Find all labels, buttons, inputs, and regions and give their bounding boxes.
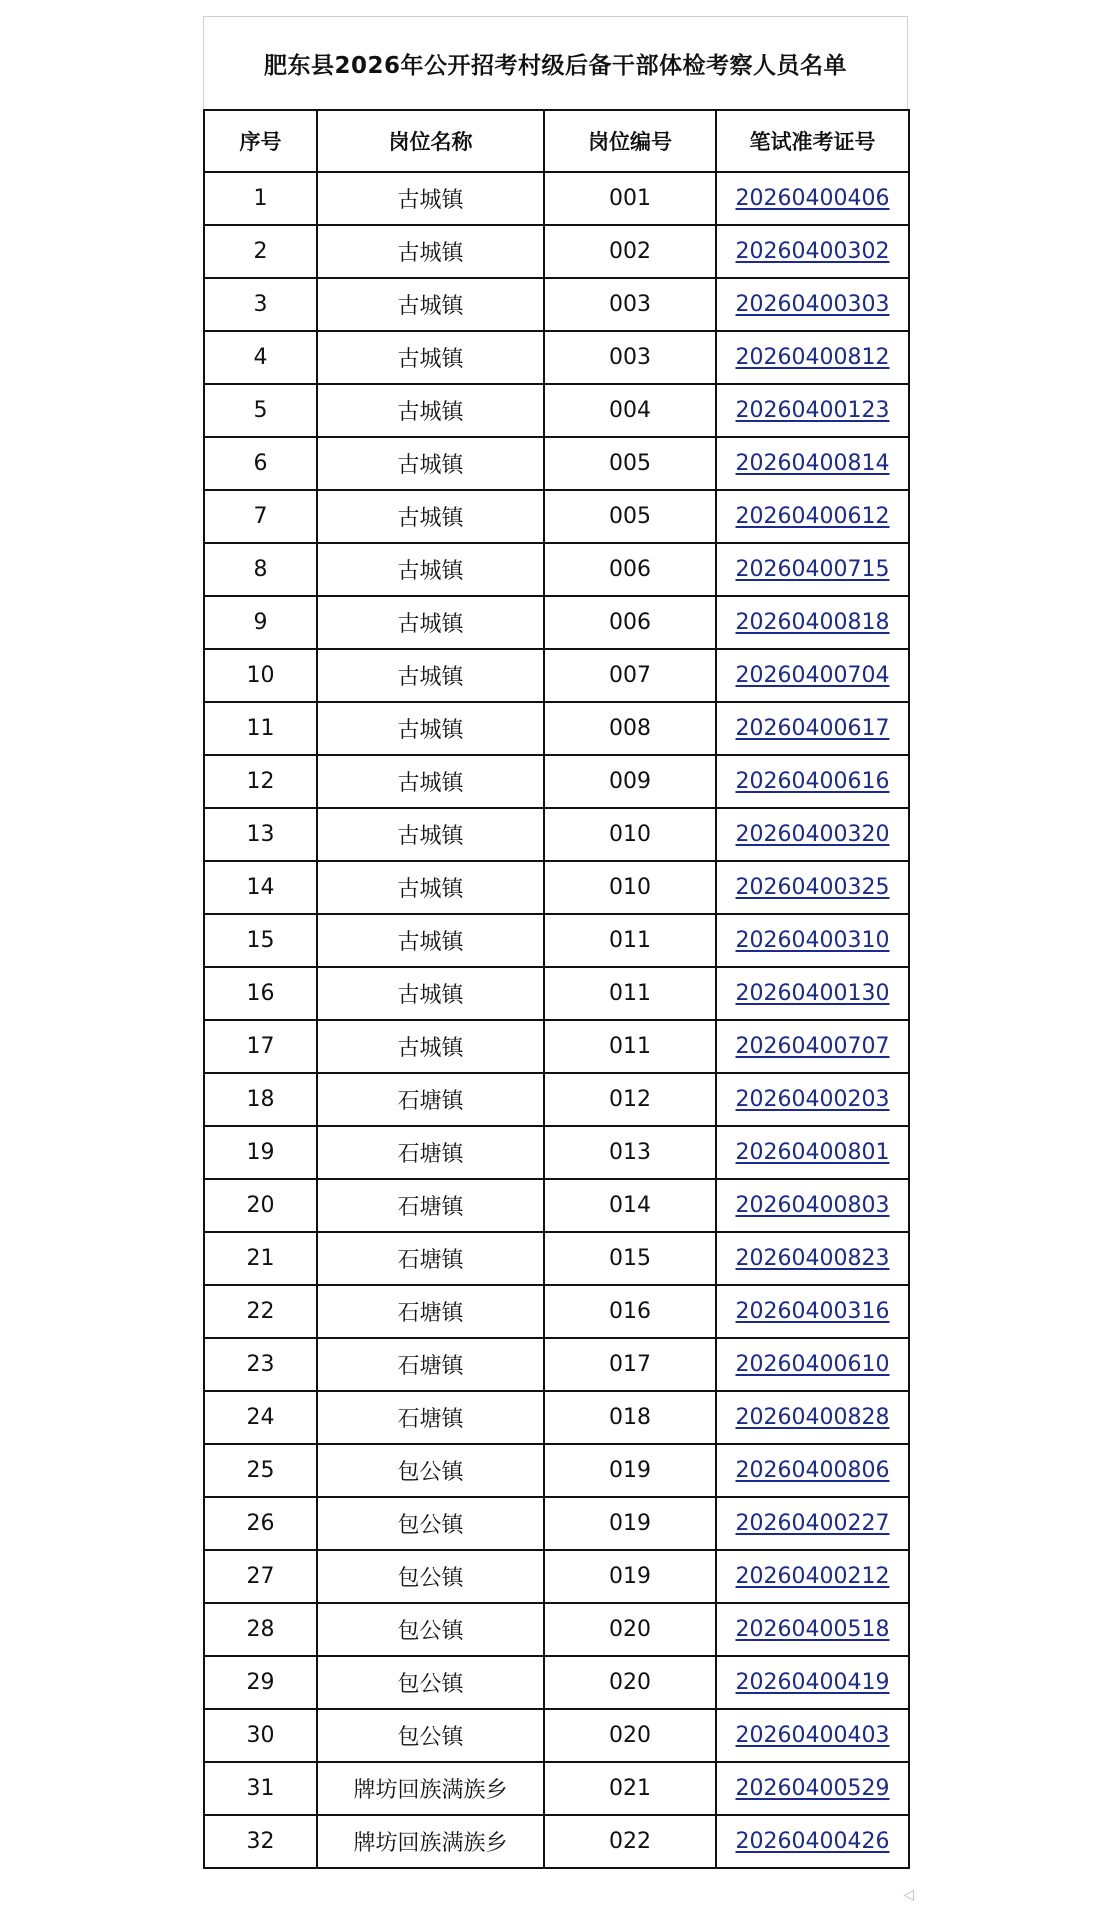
row-exam-ticket — [716, 543, 909, 596]
table-row — [204, 649, 909, 702]
row-post-name: 古城镇 — [317, 1020, 544, 1073]
row-post-name: 石塘镇 — [317, 1338, 544, 1391]
row-index: 23 — [204, 1338, 317, 1391]
table-row — [204, 384, 909, 437]
row-index: 2 — [204, 225, 317, 278]
table-row — [204, 914, 909, 967]
row-index: 7 — [204, 490, 317, 543]
row-exam-ticket — [716, 1550, 909, 1603]
exam-ticket-link[interactable]: 20260400828 — [735, 1405, 890, 1430]
candidate-table — [203, 109, 910, 1869]
exam-ticket-link[interactable]: 20260400812 — [735, 345, 890, 370]
row-index: 19 — [204, 1126, 317, 1179]
exam-ticket-link[interactable]: 20260400617 — [735, 716, 890, 741]
row-post-code: 013 — [544, 1126, 716, 1179]
row-post-code: 011 — [544, 1020, 716, 1073]
row-exam-ticket — [716, 1762, 909, 1815]
row-post-name: 古城镇 — [317, 331, 544, 384]
exam-ticket-link[interactable]: 20260400612 — [735, 504, 890, 529]
exam-ticket-link[interactable]: 20260400316 — [735, 1299, 890, 1324]
exam-ticket-link[interactable]: 20260400814 — [735, 451, 890, 476]
row-exam-ticket — [716, 1709, 909, 1762]
table-row — [204, 1020, 909, 1073]
table-row — [204, 596, 909, 649]
exam-ticket-link[interactable]: 20260400616 — [735, 769, 890, 794]
row-post-code: 019 — [544, 1444, 716, 1497]
row-index: 16 — [204, 967, 317, 1020]
exam-ticket-link[interactable]: 20260400130 — [735, 981, 890, 1006]
row-post-code: 009 — [544, 755, 716, 808]
row-index: 14 — [204, 861, 317, 914]
row-exam-ticket — [716, 172, 909, 225]
row-post-code: 010 — [544, 808, 716, 861]
row-exam-ticket — [716, 490, 909, 543]
row-index: 26 — [204, 1497, 317, 1550]
row-exam-ticket — [716, 702, 909, 755]
row-exam-ticket — [716, 1232, 909, 1285]
page-title: 肥东县2026年公开招考村级后备干部体检考察人员名单 — [263, 52, 847, 79]
row-post-code: 019 — [544, 1497, 716, 1550]
row-post-name: 石塘镇 — [317, 1126, 544, 1179]
table-row — [204, 172, 909, 225]
row-index: 29 — [204, 1656, 317, 1709]
row-post-code: 011 — [544, 914, 716, 967]
row-post-code: 022 — [544, 1815, 716, 1868]
table-row — [204, 702, 909, 755]
row-post-code: 006 — [544, 543, 716, 596]
row-post-code: 018 — [544, 1391, 716, 1444]
row-exam-ticket — [716, 437, 909, 490]
row-post-name: 古城镇 — [317, 543, 544, 596]
row-index: 13 — [204, 808, 317, 861]
row-exam-ticket — [716, 861, 909, 914]
header-index: 序号 — [204, 110, 317, 172]
exam-ticket-link[interactable]: 20260400227 — [735, 1511, 890, 1536]
row-post-name: 包公镇 — [317, 1603, 544, 1656]
row-exam-ticket — [716, 596, 909, 649]
exam-ticket-link[interactable]: 20260400715 — [735, 557, 890, 582]
row-index: 24 — [204, 1391, 317, 1444]
row-post-name: 石塘镇 — [317, 1073, 544, 1126]
row-post-code: 002 — [544, 225, 716, 278]
table-row — [204, 1391, 909, 1444]
row-index: 18 — [204, 1073, 317, 1126]
row-post-name: 包公镇 — [317, 1444, 544, 1497]
row-post-name: 牌坊回族满族乡 — [317, 1762, 544, 1815]
row-post-code: 020 — [544, 1709, 716, 1762]
row-index: 17 — [204, 1020, 317, 1073]
exam-ticket-link[interactable]: 20260400803 — [735, 1193, 890, 1218]
row-post-name: 包公镇 — [317, 1550, 544, 1603]
row-post-code: 020 — [544, 1603, 716, 1656]
row-exam-ticket — [716, 1815, 909, 1868]
row-index: 25 — [204, 1444, 317, 1497]
row-post-name: 石塘镇 — [317, 1391, 544, 1444]
exam-ticket-link[interactable]: 20260400310 — [735, 928, 890, 953]
exam-ticket-link[interactable]: 20260400704 — [735, 663, 890, 688]
exam-ticket-link[interactable]: 20260400325 — [735, 875, 890, 900]
table-row — [204, 967, 909, 1020]
row-exam-ticket — [716, 278, 909, 331]
row-post-name: 包公镇 — [317, 1497, 544, 1550]
table-row — [204, 1232, 909, 1285]
row-post-code: 014 — [544, 1179, 716, 1232]
row-exam-ticket — [716, 1126, 909, 1179]
row-post-name: 古城镇 — [317, 702, 544, 755]
row-index: 12 — [204, 755, 317, 808]
row-post-name: 石塘镇 — [317, 1179, 544, 1232]
row-exam-ticket — [716, 1444, 909, 1497]
row-post-name: 牌坊回族满族乡 — [317, 1815, 544, 1868]
exam-ticket-link[interactable]: 20260400406 — [735, 186, 890, 211]
corner-mark-icon: ◁ — [903, 1887, 914, 1903]
table-row — [204, 1073, 909, 1126]
table-body — [204, 172, 909, 1868]
table-row — [204, 1444, 909, 1497]
row-post-code: 005 — [544, 490, 716, 543]
row-post-name: 古城镇 — [317, 755, 544, 808]
row-index: 3 — [204, 278, 317, 331]
row-post-code: 001 — [544, 172, 716, 225]
table-row — [204, 1762, 909, 1815]
row-index: 5 — [204, 384, 317, 437]
row-post-name: 包公镇 — [317, 1709, 544, 1762]
row-post-code: 019 — [544, 1550, 716, 1603]
row-index: 1 — [204, 172, 317, 225]
title-box — [203, 16, 908, 109]
row-post-name: 古城镇 — [317, 967, 544, 1020]
exam-ticket-link[interactable]: 20260400303 — [735, 292, 890, 317]
row-index: 20 — [204, 1179, 317, 1232]
row-post-name: 古城镇 — [317, 384, 544, 437]
table-row — [204, 1815, 909, 1868]
row-index: 30 — [204, 1709, 317, 1762]
row-exam-ticket — [716, 1338, 909, 1391]
row-index: 21 — [204, 1232, 317, 1285]
exam-ticket-link[interactable]: 20260400123 — [735, 398, 890, 423]
row-post-name: 古城镇 — [317, 808, 544, 861]
header-exam-ticket: 笔试准考证号 — [716, 110, 909, 172]
row-post-name: 石塘镇 — [317, 1232, 544, 1285]
row-index: 15 — [204, 914, 317, 967]
header-post-name: 岗位名称 — [317, 110, 544, 172]
row-post-name: 古城镇 — [317, 649, 544, 702]
exam-ticket-link[interactable]: 20260400203 — [735, 1087, 890, 1112]
table-row — [204, 808, 909, 861]
row-post-code: 005 — [544, 437, 716, 490]
row-exam-ticket — [716, 1285, 909, 1338]
exam-ticket-link[interactable]: 20260400818 — [735, 610, 890, 635]
table-row — [204, 225, 909, 278]
row-post-code: 015 — [544, 1232, 716, 1285]
row-index: 4 — [204, 331, 317, 384]
exam-ticket-link[interactable]: 20260400212 — [735, 1564, 890, 1589]
row-post-code: 012 — [544, 1073, 716, 1126]
table-row — [204, 331, 909, 384]
row-index: 9 — [204, 596, 317, 649]
row-exam-ticket — [716, 914, 909, 967]
table-row — [204, 1497, 909, 1550]
row-index: 6 — [204, 437, 317, 490]
exam-ticket-link[interactable]: 20260400518 — [735, 1617, 890, 1642]
row-post-name: 古城镇 — [317, 861, 544, 914]
row-post-name: 石塘镇 — [317, 1285, 544, 1338]
table-row — [204, 755, 909, 808]
row-exam-ticket — [716, 755, 909, 808]
row-post-name: 包公镇 — [317, 1656, 544, 1709]
row-exam-ticket — [716, 225, 909, 278]
row-exam-ticket — [716, 1656, 909, 1709]
row-exam-ticket — [716, 649, 909, 702]
row-index: 31 — [204, 1762, 317, 1815]
exam-ticket-link[interactable]: 20260400529 — [735, 1776, 890, 1801]
row-exam-ticket — [716, 331, 909, 384]
row-post-code: 016 — [544, 1285, 716, 1338]
row-index: 10 — [204, 649, 317, 702]
table-row — [204, 1709, 909, 1762]
row-post-name: 古城镇 — [317, 278, 544, 331]
header-post-code: 岗位编号 — [544, 110, 716, 172]
row-post-code: 021 — [544, 1762, 716, 1815]
row-post-code: 008 — [544, 702, 716, 755]
table-row — [204, 1126, 909, 1179]
row-exam-ticket — [716, 1073, 909, 1126]
table-row — [204, 1285, 909, 1338]
exam-ticket-link[interactable]: 20260400419 — [735, 1670, 890, 1695]
table-row — [204, 1603, 909, 1656]
row-exam-ticket — [716, 384, 909, 437]
exam-ticket-link[interactable]: 20260400707 — [735, 1034, 890, 1059]
row-exam-ticket — [716, 808, 909, 861]
row-post-name: 古城镇 — [317, 914, 544, 967]
table-header-row — [204, 110, 909, 172]
exam-ticket-link[interactable]: 20260400403 — [735, 1723, 890, 1748]
table-row — [204, 490, 909, 543]
row-post-name: 古城镇 — [317, 437, 544, 490]
table-row — [204, 1338, 909, 1391]
row-index: 22 — [204, 1285, 317, 1338]
row-post-code: 003 — [544, 331, 716, 384]
exam-ticket-link[interactable]: 20260400426 — [735, 1829, 890, 1854]
table-row — [204, 543, 909, 596]
exam-ticket-link[interactable]: 20260400806 — [735, 1458, 890, 1483]
row-post-code: 010 — [544, 861, 716, 914]
table-row — [204, 861, 909, 914]
row-index: 8 — [204, 543, 317, 596]
row-post-name: 古城镇 — [317, 596, 544, 649]
row-post-code: 004 — [544, 384, 716, 437]
row-index: 27 — [204, 1550, 317, 1603]
table-row — [204, 278, 909, 331]
row-post-code: 011 — [544, 967, 716, 1020]
row-index: 11 — [204, 702, 317, 755]
row-post-code: 020 — [544, 1656, 716, 1709]
row-index: 32 — [204, 1815, 317, 1868]
row-post-name: 古城镇 — [317, 490, 544, 543]
row-exam-ticket — [716, 1603, 909, 1656]
row-exam-ticket — [716, 1497, 909, 1550]
table-row — [204, 1550, 909, 1603]
row-exam-ticket — [716, 1179, 909, 1232]
row-exam-ticket — [716, 1020, 909, 1073]
row-exam-ticket — [716, 967, 909, 1020]
row-post-code: 006 — [544, 596, 716, 649]
exam-ticket-link[interactable]: 20260400610 — [735, 1352, 890, 1377]
row-index: 28 — [204, 1603, 317, 1656]
exam-ticket-link[interactable]: 20260400801 — [735, 1140, 890, 1165]
row-exam-ticket — [716, 1391, 909, 1444]
exam-ticket-link[interactable]: 20260400823 — [735, 1246, 890, 1271]
document — [203, 16, 908, 1869]
exam-ticket-link[interactable]: 20260400320 — [735, 822, 890, 847]
table-row — [204, 1656, 909, 1709]
table-row — [204, 1179, 909, 1232]
row-post-code: 017 — [544, 1338, 716, 1391]
row-post-name: 古城镇 — [317, 225, 544, 278]
row-post-name: 古城镇 — [317, 172, 544, 225]
exam-ticket-link[interactable]: 20260400302 — [735, 239, 890, 264]
row-post-code: 007 — [544, 649, 716, 702]
row-post-code: 003 — [544, 278, 716, 331]
table-row — [204, 437, 909, 490]
